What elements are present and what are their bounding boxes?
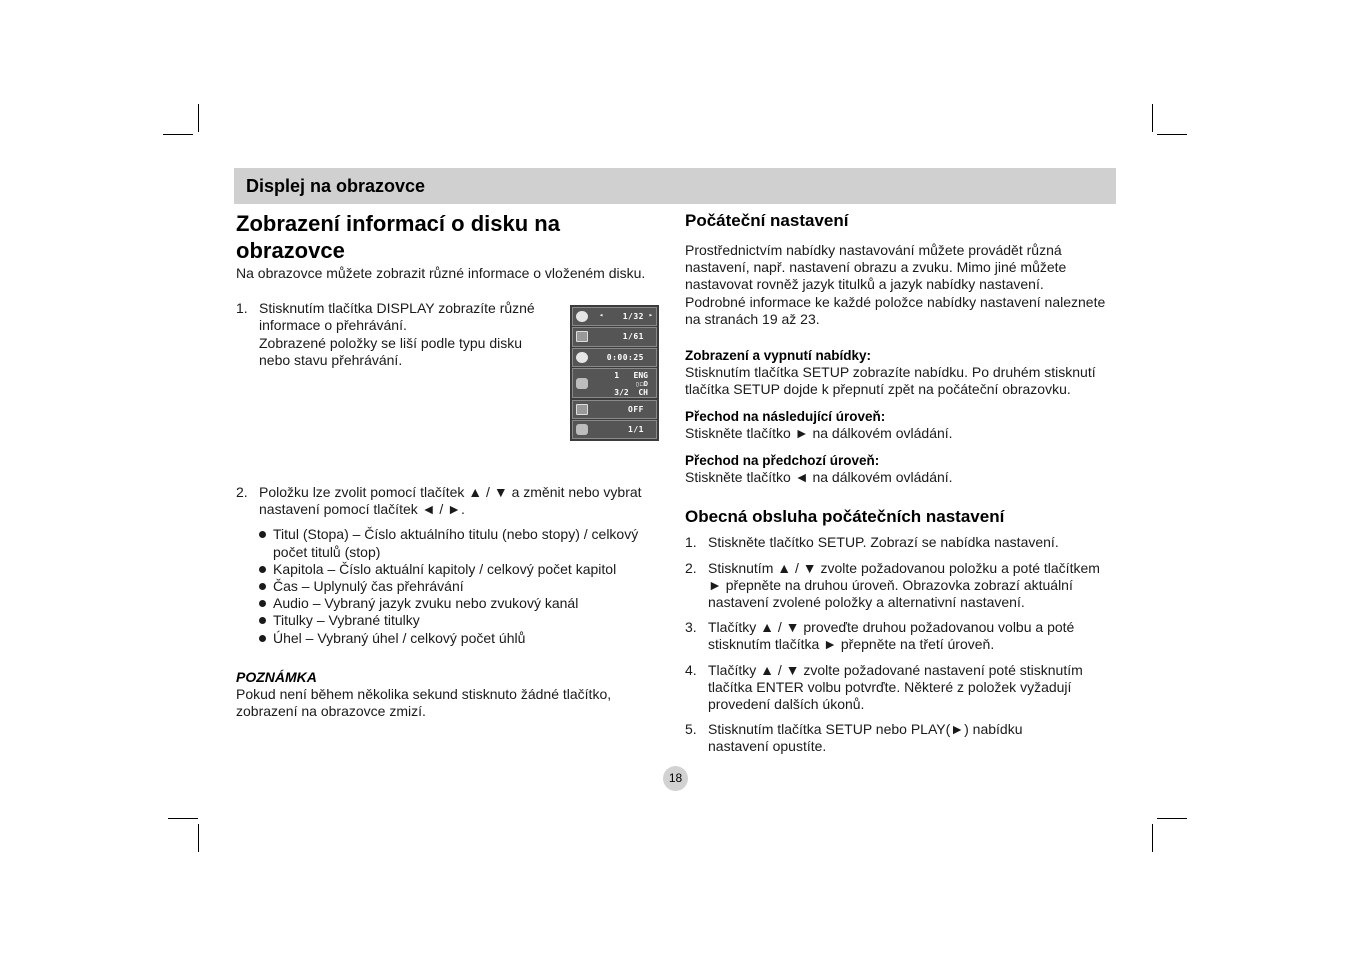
bullet-icon (259, 600, 266, 607)
osd-audio-channels: 3/2 CH (614, 388, 648, 398)
arrow-right-icon: ▸ (648, 311, 653, 319)
note-title: POZNÁMKA (236, 668, 317, 685)
headphones-icon (576, 378, 588, 389)
paragraph-line: na stranách 19 až 23. (685, 310, 820, 327)
general-operation-heading: Obecná obsluha počátečních nastavení (685, 507, 1005, 527)
paragraph-line: nastavení, např. nastavení obrazu a zvuku. Mimo jiné můžete (685, 259, 1067, 276)
setup-step (685, 662, 1120, 714)
list-item (273, 561, 666, 578)
step-number: 5. (685, 721, 697, 738)
osd-row-chapter (572, 327, 657, 346)
bullet-icon (259, 635, 266, 642)
osd-row-angle (572, 420, 657, 439)
page-heading: Zobrazení informací o disku na obrazovce (236, 211, 560, 263)
list-item (273, 526, 666, 560)
page-number-badge: 18 (663, 766, 688, 791)
osd-subtitle-value: OFF (628, 404, 644, 414)
crop-mark (198, 104, 199, 132)
crop-mark (163, 134, 193, 135)
osd-chapter-value: 1/61 (622, 332, 644, 342)
step-line: Stiskněte tlačítko SETUP. Zobrazí se nabídka nastavení. (708, 534, 1059, 551)
menu-toggle-block (685, 347, 1120, 399)
osd-row-audio (572, 368, 657, 398)
crop-mark (1157, 134, 1187, 135)
right-column (685, 210, 1120, 756)
step-number: 4. (685, 661, 697, 678)
osd-audio-language: 1 ENG (614, 371, 648, 381)
intro-text: Na obrazovce můžete zobrazit různé informace o vloženém disku. (236, 265, 646, 281)
note-block (236, 669, 666, 721)
chapter-icon (576, 331, 588, 342)
list-item (273, 578, 666, 595)
step-1-line: nebo stavu přehrávání. (259, 351, 403, 368)
step-number: 1. (685, 534, 697, 551)
step-1 (236, 300, 559, 369)
step-line: Stisknutím tlačítka SETUP nebo PLAY(►) nabídku (708, 721, 1023, 738)
list-item-text: Titulky – Vybrané titulky (273, 612, 420, 629)
note-line: zobrazení na obrazovce zmizí. (236, 703, 426, 720)
step-2-line: Položku lze zvolit pomocí tlačítek ▲ / ▼ a změnit nebo vybrat (259, 484, 642, 501)
crop-mark (1152, 824, 1153, 852)
step-number: 1. (236, 300, 248, 317)
osd-time-value: 0:00:25 (606, 352, 644, 362)
clock-icon (576, 352, 588, 363)
subsection-label: Zobrazení a vypnutí nabídky: (685, 348, 872, 364)
osd-angle-value: 1/1 (628, 425, 644, 435)
step-1-line: informace o přehrávání. (259, 317, 407, 334)
step-1-line: Stisknutím tlačítka DISPLAY zobrazíte různé (259, 300, 535, 317)
setup-heading: Počáteční nastavení (685, 211, 849, 230)
camera-angle-icon (576, 424, 588, 435)
step-number: 2. (685, 559, 697, 576)
step-line: tlačítka ENTER volbu potvrďte. Některé z položek vyžadují (708, 678, 1072, 695)
step-number: 2. (236, 484, 248, 501)
crop-mark (198, 824, 199, 852)
paragraph-line: Stisknutím tlačítka SETUP zobrazíte nabídku. Po druhém stisknutí (685, 364, 1096, 381)
paragraph-line: tlačítka SETUP dojde k přepnutí zpět na počáteční obrazovku. (685, 381, 1071, 398)
list-item-text: Titul (Stopa) – Číslo aktuálního titulu (nebo stopy) / celkový (273, 526, 639, 543)
step-line: Tlačítky ▲ / ▼ zvolte požadované nastavení poté stisknutím (708, 661, 1083, 678)
osd-row-time (572, 348, 657, 367)
subtitle-icon (576, 404, 588, 415)
step-line: Stisknutím ▲ / ▼ zvolte požadovanou položku a poté tlačítkem (708, 559, 1100, 576)
paragraph-line: Podrobné informace ke každé položce nabídky nastavení naleznete (685, 293, 1106, 310)
osd-row-subtitle (572, 400, 657, 419)
section-header-bar (234, 168, 1116, 204)
step-line: stisknutím tlačítka ► přepněte na třetí úroveň. (708, 636, 995, 653)
bullet-icon (259, 617, 266, 624)
step-line: nastavení opustíte. (708, 738, 827, 755)
crop-mark (1152, 104, 1153, 132)
section-title: Displej na obrazovce (246, 175, 426, 196)
setup-step (685, 534, 1120, 551)
list-item-text: Audio – Vybraný jazyk zvuku nebo zvukový kanál (273, 595, 579, 612)
crop-mark (1157, 818, 1187, 819)
paragraph-line: Stiskněte tlačítko ◄ na dálkovém ovládání. (685, 469, 953, 486)
list-item (273, 612, 666, 629)
setup-step (685, 560, 1120, 612)
crop-mark (168, 818, 198, 819)
left-column (236, 210, 666, 720)
list-item-text: počet titulů (stop) (273, 543, 381, 560)
note-line: Pokud není během několika sekund stisknuto žádné tlačítko, (236, 686, 612, 703)
step-2 (236, 484, 666, 518)
step-line: provedení dalších úkonů. (708, 696, 865, 713)
paragraph-line: Prostřednictvím nabídky nastavování můžete provádět různá (685, 242, 1062, 258)
list-item (273, 630, 666, 647)
subsection-label: Přechod na předchozí úroveň: (685, 453, 880, 469)
list-item-text: Úhel – Vybraný úhel / celkový počet úhlů (273, 629, 526, 646)
list-item-text: Čas – Uplynulý čas přehrávání (273, 578, 464, 595)
info-bullet-list (236, 526, 666, 646)
step-2-line: nastavení pomocí tlačítek ◄ / ►. (259, 501, 465, 518)
list-item-text: Kapitola – Číslo aktuální kapitoly / celkový počet kapitol (273, 560, 617, 577)
osd-display-image (570, 305, 659, 441)
step-number: 3. (685, 619, 697, 636)
osd-row-title (572, 307, 657, 326)
step-1-line: Zobrazené položky se liší podle typu disku (259, 334, 523, 351)
paragraph-line: Stiskněte tlačítko ► na dálkovém ovládání. (685, 424, 953, 441)
step-line: Tlačítky ▲ / ▼ proveďte druhou požadovanou volbu a poté (708, 619, 1075, 636)
next-level-block (685, 408, 1120, 442)
paragraph-line: nastavovat rovněž jazyk titulků a jazyk nabídky nastavení. (685, 276, 1044, 293)
bullet-icon (259, 566, 266, 573)
bullet-icon (259, 531, 266, 538)
disc-title-icon (576, 311, 588, 322)
step-line: nastavení zvolené položky a alternativní nastavení. (708, 594, 1025, 611)
subsection-label: Přechod na následující úroveň: (685, 408, 886, 424)
setup-step (685, 619, 1120, 653)
setup-intro-paragraph (685, 242, 1120, 328)
bullet-icon (259, 583, 266, 590)
osd-audio-format: ▯◻D (635, 380, 648, 389)
list-item (273, 595, 666, 612)
arrow-left-icon: ◂ (599, 311, 604, 319)
setup-step (685, 721, 1120, 755)
step-line: ► přepněte na druhou úroveň. Obrazovka zobrazí aktuální (708, 576, 1073, 593)
osd-title-value: 1/32 (622, 312, 644, 321)
previous-level-block (685, 452, 1120, 486)
